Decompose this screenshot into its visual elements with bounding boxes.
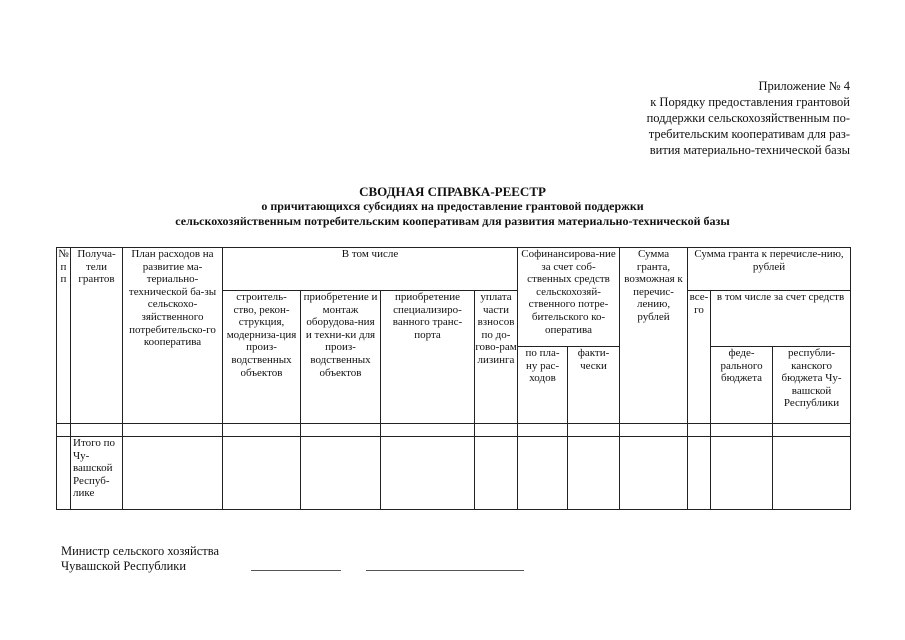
header-grant-amount: Сумма гранта, возможная к перечис-лению, рублей — [620, 248, 688, 424]
signatory-title: Чувашской Республики — [61, 559, 187, 573]
title-sub: сельскохозяйственным потребительским кооперативам для развития материально-технической базы — [175, 214, 730, 228]
appendix-line: поддержки сельскохозяйственным по- — [646, 111, 850, 125]
title-main: СВОДНАЯ СПРАВКА-РЕЕСТР — [359, 184, 546, 199]
table-cell — [620, 437, 688, 510]
appendix-line: к Порядку предоставления грантовой — [650, 95, 850, 109]
table-cell — [518, 437, 568, 510]
header-recipients: Получа-тели грантов — [71, 248, 123, 424]
header-construction: строитель-ство, рекон-струкция, модерниза-ция произ-водственных объектов — [223, 291, 301, 424]
table-cell — [688, 437, 711, 510]
header-equipment: приобретение и монтаж оборудова-ния и техни-ки для произ-водственных объектов — [301, 291, 381, 424]
name-line — [366, 570, 524, 571]
appendix-number: Приложение № 4 — [758, 79, 850, 93]
table-cell — [223, 437, 301, 510]
header-transport: приобретение специализиро-ванного транс-порта — [381, 291, 475, 424]
header-republic: республи-канского бюджета Чу-вашской Республики — [773, 347, 851, 424]
header-cofinancing: Софинансирова-ние за счет соб-ственных средств сельскохозяй-ственного потре-бительского ко-оператива — [518, 248, 620, 347]
header-including-funds: в том числе за счет средств — [711, 291, 851, 347]
table-row — [57, 424, 851, 437]
table-cell — [620, 424, 688, 437]
header-total: все-го — [688, 291, 711, 424]
table-cell — [475, 437, 518, 510]
signature-block — [61, 544, 219, 574]
table-cell — [711, 437, 773, 510]
table-cell — [568, 424, 620, 437]
header-including: В том числе — [223, 248, 518, 291]
total-label: Итого по Чу-вашской Респуб-лике — [71, 437, 123, 510]
appendix-line: вития материально-технической базы — [649, 143, 850, 157]
table-cell — [123, 437, 223, 510]
table-cell — [381, 424, 475, 437]
header-num: № п п — [57, 248, 71, 424]
signature-line — [251, 570, 341, 571]
document-title — [0, 184, 905, 229]
table-cell — [301, 437, 381, 510]
table-cell — [301, 424, 381, 437]
header-by-plan: по пла-ну рас-ходов — [518, 347, 568, 424]
appendix-line: требительским кооперативам для раз- — [648, 127, 850, 141]
table-cell — [223, 424, 301, 437]
header-federal: феде-рального бюджета — [711, 347, 773, 424]
registry-table — [56, 247, 851, 510]
header-actual: факти-чески — [568, 347, 620, 424]
table-cell — [711, 424, 773, 437]
table-cell — [57, 437, 71, 510]
table-cell — [518, 424, 568, 437]
header-leasing: уплата части взносов по до-гово-рам лизинга — [475, 291, 518, 424]
signatory-title: Министр сельского хозяйства — [61, 544, 220, 558]
table-cell — [773, 424, 851, 437]
table-cell — [71, 424, 123, 437]
table-cell — [123, 424, 223, 437]
title-sub: о причитающихся субсидиях на предоставление грантовой поддержки — [261, 199, 644, 213]
table-cell — [57, 424, 71, 437]
appendix-header — [600, 78, 850, 158]
header-grant-sum: Сумма гранта к перечисле-нию, рублей — [688, 248, 851, 291]
table-cell — [688, 424, 711, 437]
table-row-total — [57, 437, 851, 510]
table-cell — [475, 424, 518, 437]
table-cell — [773, 437, 851, 510]
table-cell — [381, 437, 475, 510]
header-plan: План расходов на развитие ма-териально-технической ба-зы сельскохо-зяйственного потребительско-го кооператива — [123, 248, 223, 424]
table-cell — [568, 437, 620, 510]
